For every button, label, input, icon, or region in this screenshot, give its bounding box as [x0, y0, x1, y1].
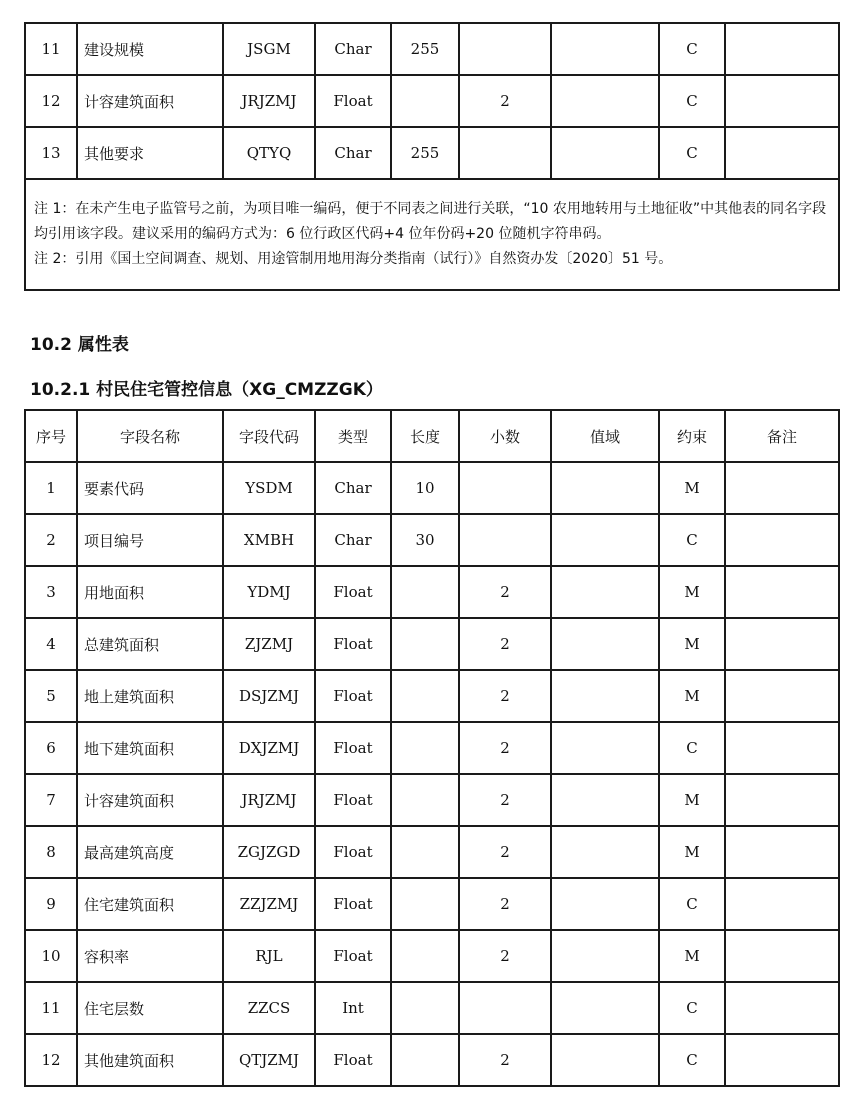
- table-row: [25, 1034, 839, 1086]
- cell-name: 项目编号: [77, 514, 223, 566]
- table-row: [25, 930, 839, 982]
- cell-code: YSDM: [223, 462, 315, 514]
- cell-type: Float: [315, 930, 391, 982]
- cell-remark: [725, 1034, 839, 1086]
- cell-remark: [725, 774, 839, 826]
- table-row: [25, 826, 839, 878]
- cell-constraint: C: [659, 75, 725, 127]
- cell-constraint: M: [659, 462, 725, 514]
- cell-type: Float: [315, 670, 391, 722]
- cell-remark: [725, 127, 839, 179]
- cell-name: 其他要求: [77, 127, 223, 179]
- cell-code: XMBH: [223, 514, 315, 566]
- cell-type: Float: [315, 1034, 391, 1086]
- table-row: [25, 23, 839, 75]
- cell-code: DSJZMJ: [223, 670, 315, 722]
- top-table: [24, 22, 840, 291]
- cell-domain: [551, 566, 659, 618]
- notes-cell: [25, 179, 839, 290]
- header-code: 字段代码: [223, 410, 315, 462]
- cell-domain: [551, 127, 659, 179]
- cell-code: ZJZMJ: [223, 618, 315, 670]
- cell-no: 5: [25, 670, 77, 722]
- cell-decimal: [459, 462, 551, 514]
- cell-type: Float: [315, 75, 391, 127]
- cell-decimal: 2: [459, 878, 551, 930]
- cell-name: 其他建筑面积: [77, 1034, 223, 1086]
- cell-no: 7: [25, 774, 77, 826]
- cell-name: 总建筑面积: [77, 618, 223, 670]
- section-heading: 10.2 属性表: [30, 335, 129, 355]
- cell-domain: [551, 774, 659, 826]
- cell-constraint: M: [659, 774, 725, 826]
- table-row: [25, 670, 839, 722]
- cell-length: [391, 878, 459, 930]
- header-row: [25, 410, 839, 462]
- cell-decimal: 2: [459, 826, 551, 878]
- cell-no: 13: [25, 127, 77, 179]
- cell-remark: [725, 670, 839, 722]
- table-row: [25, 878, 839, 930]
- cell-length: [391, 982, 459, 1034]
- cell-name: 住宅建筑面积: [77, 878, 223, 930]
- header-type: 类型: [315, 410, 391, 462]
- subsection-heading: 10.2.1 村民住宅管控信息（XG_CMZZGK）: [30, 380, 383, 400]
- cell-remark: [725, 75, 839, 127]
- cell-code: ZZCS: [223, 982, 315, 1034]
- cell-code: ZZJZMJ: [223, 878, 315, 930]
- cell-no: 12: [25, 75, 77, 127]
- cell-name: 建设规模: [77, 23, 223, 75]
- cell-decimal: [459, 23, 551, 75]
- header-remark: 备注: [725, 410, 839, 462]
- cell-constraint: M: [659, 618, 725, 670]
- cell-domain: [551, 826, 659, 878]
- cell-no: 1: [25, 462, 77, 514]
- header-name: 字段名称: [77, 410, 223, 462]
- cell-no: 10: [25, 930, 77, 982]
- cell-domain: [551, 722, 659, 774]
- cell-type: Float: [315, 722, 391, 774]
- cell-length: [391, 826, 459, 878]
- cell-domain: [551, 878, 659, 930]
- cell-decimal: 2: [459, 774, 551, 826]
- cell-code: JRJZMJ: [223, 774, 315, 826]
- cell-constraint: M: [659, 930, 725, 982]
- cell-code: YDMJ: [223, 566, 315, 618]
- cell-length: [391, 1034, 459, 1086]
- cell-domain: [551, 23, 659, 75]
- cell-domain: [551, 670, 659, 722]
- cell-name: 地上建筑面积: [77, 670, 223, 722]
- table-row: [25, 982, 839, 1034]
- cell-decimal: 2: [459, 1034, 551, 1086]
- cell-remark: [725, 722, 839, 774]
- cell-code: DXJZMJ: [223, 722, 315, 774]
- table-row: [25, 462, 839, 514]
- header-length: 长度: [391, 410, 459, 462]
- note-1: 注 1：在未产生电子监管号之前，为项目唯一编码，便于不同表之间进行关联，“10 农用地转用与土地征收”中其他表的同名字段均引用该字段。建议采用的编码方式为：6 位行政区代码+4 位年份码+20 位随机字符串码。: [34, 201, 827, 242]
- cell-decimal: 2: [459, 722, 551, 774]
- cell-decimal: 2: [459, 930, 551, 982]
- cell-type: Char: [315, 127, 391, 179]
- cell-remark: [725, 826, 839, 878]
- table-row: [25, 566, 839, 618]
- header-constraint: 约束: [659, 410, 725, 462]
- cell-decimal: 2: [459, 75, 551, 127]
- cell-domain: [551, 618, 659, 670]
- cell-type: Float: [315, 878, 391, 930]
- cell-domain: [551, 514, 659, 566]
- cell-domain: [551, 930, 659, 982]
- cell-code: JSGM: [223, 23, 315, 75]
- cell-remark: [725, 982, 839, 1034]
- cell-type: Float: [315, 826, 391, 878]
- cell-length: [391, 930, 459, 982]
- cell-length: [391, 774, 459, 826]
- cell-constraint: C: [659, 127, 725, 179]
- cell-no: 11: [25, 23, 77, 75]
- cell-code: JRJZMJ: [223, 75, 315, 127]
- cell-no: 8: [25, 826, 77, 878]
- cell-decimal: 2: [459, 618, 551, 670]
- cell-code: RJL: [223, 930, 315, 982]
- cell-length: [391, 670, 459, 722]
- cell-no: 6: [25, 722, 77, 774]
- cell-remark: [725, 514, 839, 566]
- attribute-table: [24, 409, 840, 1087]
- cell-remark: [725, 930, 839, 982]
- cell-name: 用地面积: [77, 566, 223, 618]
- cell-length: 255: [391, 127, 459, 179]
- header-no: 序号: [25, 410, 77, 462]
- cell-decimal: 2: [459, 670, 551, 722]
- cell-name: 容积率: [77, 930, 223, 982]
- cell-domain: [551, 1034, 659, 1086]
- cell-type: Float: [315, 618, 391, 670]
- cell-domain: [551, 462, 659, 514]
- cell-constraint: C: [659, 878, 725, 930]
- cell-decimal: [459, 127, 551, 179]
- cell-type: Char: [315, 462, 391, 514]
- cell-code: QTYQ: [223, 127, 315, 179]
- cell-remark: [725, 566, 839, 618]
- cell-constraint: M: [659, 566, 725, 618]
- cell-length: 30: [391, 514, 459, 566]
- table-row: [25, 722, 839, 774]
- cell-no: 4: [25, 618, 77, 670]
- cell-type: Float: [315, 774, 391, 826]
- header-decimal: 小数: [459, 410, 551, 462]
- table-row: [25, 514, 839, 566]
- header-domain: 值域: [551, 410, 659, 462]
- cell-type: Char: [315, 23, 391, 75]
- cell-constraint: C: [659, 514, 725, 566]
- table-row: [25, 774, 839, 826]
- cell-name: 住宅层数: [77, 982, 223, 1034]
- cell-type: Char: [315, 514, 391, 566]
- cell-constraint: C: [659, 982, 725, 1034]
- cell-name: 计容建筑面积: [77, 75, 223, 127]
- cell-domain: [551, 982, 659, 1034]
- cell-constraint: C: [659, 23, 725, 75]
- table-row: [25, 75, 839, 127]
- cell-no: 3: [25, 566, 77, 618]
- cell-no: 9: [25, 878, 77, 930]
- cell-type: Float: [315, 566, 391, 618]
- cell-no: 11: [25, 982, 77, 1034]
- cell-decimal: [459, 514, 551, 566]
- cell-type: Int: [315, 982, 391, 1034]
- cell-constraint: C: [659, 722, 725, 774]
- cell-constraint: C: [659, 1034, 725, 1086]
- cell-name: 地下建筑面积: [77, 722, 223, 774]
- cell-length: [391, 722, 459, 774]
- cell-code: QTJZMJ: [223, 1034, 315, 1086]
- cell-domain: [551, 75, 659, 127]
- cell-decimal: 2: [459, 566, 551, 618]
- cell-name: 要素代码: [77, 462, 223, 514]
- cell-length: [391, 75, 459, 127]
- cell-length: 255: [391, 23, 459, 75]
- cell-remark: [725, 878, 839, 930]
- cell-code: ZGJZGD: [223, 826, 315, 878]
- cell-decimal: [459, 982, 551, 1034]
- cell-length: 10: [391, 462, 459, 514]
- cell-no: 2: [25, 514, 77, 566]
- cell-no: 12: [25, 1034, 77, 1086]
- cell-constraint: M: [659, 670, 725, 722]
- cell-constraint: M: [659, 826, 725, 878]
- cell-length: [391, 618, 459, 670]
- cell-name: 计容建筑面积: [77, 774, 223, 826]
- note-2: 注 2：引用《国土空间调查、规划、用途管制用地用海分类指南（试行）》自然资办发〔2020〕51 号。: [34, 251, 673, 267]
- cell-name: 最高建筑高度: [77, 826, 223, 878]
- cell-remark: [725, 462, 839, 514]
- cell-remark: [725, 23, 839, 75]
- table-row: [25, 127, 839, 179]
- cell-length: [391, 566, 459, 618]
- cell-remark: [725, 618, 839, 670]
- table-row: [25, 618, 839, 670]
